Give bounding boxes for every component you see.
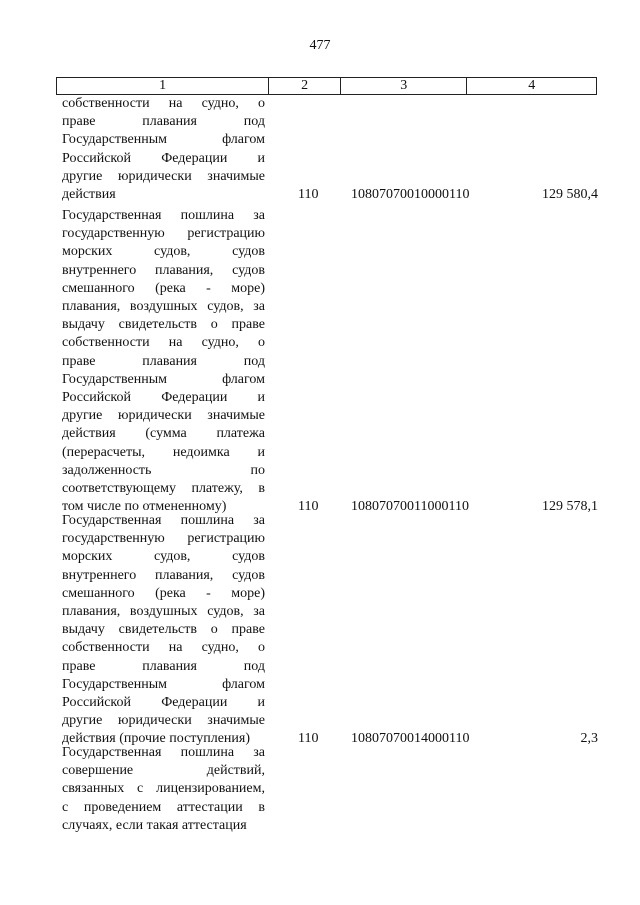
description-line: Государственная пошлина за: [62, 513, 265, 528]
row-admin-code: 110: [298, 499, 319, 515]
description-line: действия (прочие поступления): [62, 731, 251, 747]
description-line: случаях, если такая аттестация: [62, 817, 247, 833]
description-line: праве плавания под: [62, 114, 265, 130]
description-line: выдачу свидетельств о праве: [62, 317, 265, 333]
description-line: собственности на судно, о: [62, 640, 265, 656]
description-line: праве плавания под: [62, 353, 265, 369]
row-description: [62, 95, 265, 204]
description-line: плавания, воздушных судов, за: [62, 604, 265, 620]
row-description: [62, 744, 265, 835]
description-line: морских судов, судов: [62, 549, 265, 565]
description-line: морских судов, судов: [62, 244, 265, 260]
header-col-4: 4: [528, 78, 536, 93]
description-line: совершение действий,: [62, 763, 265, 779]
description-line: соответствующему платежу, в: [62, 481, 265, 497]
description-line: собственности на судно, о: [62, 335, 265, 351]
row-amount: 2,3: [580, 731, 598, 747]
description-line: Государственная пошлина за: [62, 745, 265, 760]
header-col-3: 3: [341, 78, 468, 94]
description-line: (перерасчеты, недоимка и: [62, 444, 265, 460]
table-header: [56, 77, 597, 95]
row-kbk-code: 10807070014000110: [351, 731, 470, 747]
header-col-2: 2: [269, 78, 341, 94]
row-amount: 129 580,4: [542, 187, 598, 202]
description-line: другие юридически значимые: [62, 168, 265, 184]
description-line: действия: [62, 187, 116, 203]
description-line: государственную регистрацию: [62, 531, 265, 547]
description-line: другие юридически значимые: [62, 408, 265, 424]
description-line: плавания, воздушных судов, за: [62, 299, 265, 315]
description-line: Государственная пошлина за: [62, 208, 265, 223]
description-line: другие юридически значимые: [62, 713, 265, 729]
description-line: праве плавания под: [62, 658, 265, 674]
description-line: с проведением аттестации в: [62, 799, 265, 815]
description-line: внутреннего плавания, судов: [62, 262, 265, 278]
row-admin-code: 110: [298, 187, 319, 202]
description-line: выдачу свидетельств о праве: [62, 622, 265, 638]
row-description: [62, 207, 265, 516]
description-line: задолженность по: [62, 462, 265, 478]
description-line: собственности на судно, о: [62, 96, 265, 111]
header-col-1: 1: [57, 78, 269, 94]
row-description: [62, 512, 265, 749]
row-kbk-code: 10807070011000110: [351, 499, 469, 515]
description-line: Государственным флагом: [62, 676, 265, 692]
description-line: том числе по отмененному): [62, 499, 227, 515]
description-line: смешанного (река - море): [62, 280, 265, 296]
row-admin-code: 110: [298, 731, 319, 747]
row-kbk-code: 10807070010000110: [351, 187, 470, 202]
description-line: смешанного (река - море): [62, 585, 265, 601]
description-line: Российской Федерации и: [62, 695, 265, 711]
description-line: Российской Федерации и: [62, 390, 265, 406]
description-line: Российской Федерации и: [62, 150, 265, 166]
description-line: связанных с лицензированием,: [62, 781, 265, 797]
description-line: Государственным флагом: [62, 371, 265, 387]
row-amount: 129 578,1: [542, 499, 598, 515]
description-line: Государственным флагом: [62, 132, 265, 148]
description-line: действия (сумма платежа: [62, 426, 265, 442]
page-number: 477: [309, 38, 331, 53]
description-line: государственную регистрацию: [62, 226, 265, 242]
description-line: внутреннего плавания, судов: [62, 567, 265, 583]
